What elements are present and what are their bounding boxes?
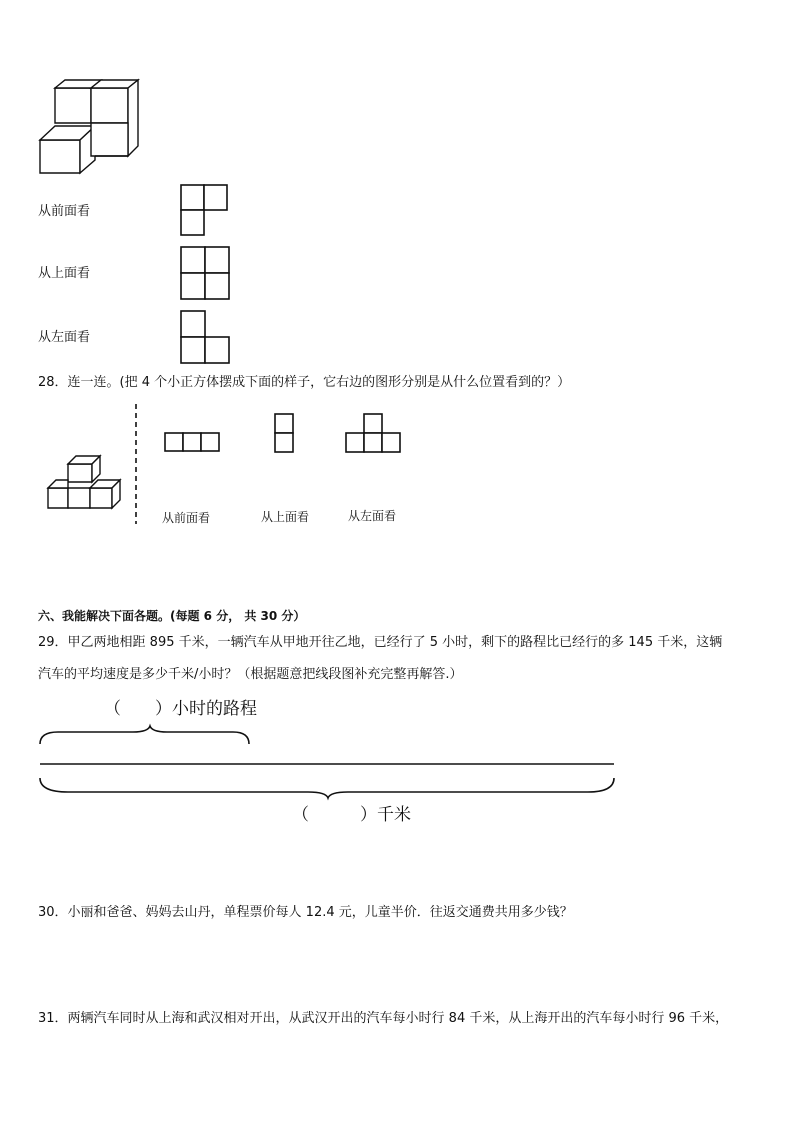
question-29-line-1: 29．甲乙两地相距 895 千米，一辆汽车从甲地开往乙地，已经行了 5 小时，剩下的路程比已经行的多 145 千米，这辆 — [38, 635, 723, 650]
dashed-divider — [134, 404, 138, 524]
q28-label-left: 从左面看 — [348, 509, 397, 523]
q28-view-b — [274, 413, 296, 455]
question-28-text: 28．连一连。(把 4 个小正方体摆成下面的样子，它右边的图形分别是从什么位置看到的？） — [38, 375, 571, 390]
q28-view-a — [164, 432, 224, 454]
section-6-title: 六、我能解决下面各题。(每题 6 分， 共 30 分） — [38, 609, 306, 623]
view-label-left: 从左面看 — [38, 330, 91, 345]
question-30-text: 30．小丽和爸爸、妈妈去山丹，单程票价每人 12.4 元，儿童半价．往返交通费共用多少钱？ — [38, 905, 573, 920]
view-label-top: 从上面看 — [38, 266, 91, 281]
segment-top-label: （ ）小时的路程 — [104, 699, 257, 719]
segment-bottom-label: （ ）千米 — [292, 805, 411, 825]
question-29-line-2: 汽车的平均速度是多少千米/小时？（根据题意把线段图补充完整再解答.） — [38, 667, 463, 682]
segment-diagram — [38, 726, 618, 798]
q28-label-front: 从前面看 — [162, 511, 211, 525]
q28-label-top: 从上面看 — [261, 510, 310, 524]
top-view-diagram — [180, 246, 232, 302]
q28-view-c — [345, 413, 405, 455]
front-view-diagram — [180, 184, 230, 238]
view-label-front: 从前面看 — [38, 204, 91, 219]
left-view-diagram — [180, 310, 232, 366]
question-31-text: 31．两辆汽车同时从上海和武汉相对开出，从武汉开出的汽车每小时行 84 千米，从上海开出的汽车每小时行 96 千米， — [38, 1011, 729, 1026]
cube-stack-figure-2 — [46, 452, 126, 512]
cube-stack-figure-1 — [38, 78, 138, 178]
